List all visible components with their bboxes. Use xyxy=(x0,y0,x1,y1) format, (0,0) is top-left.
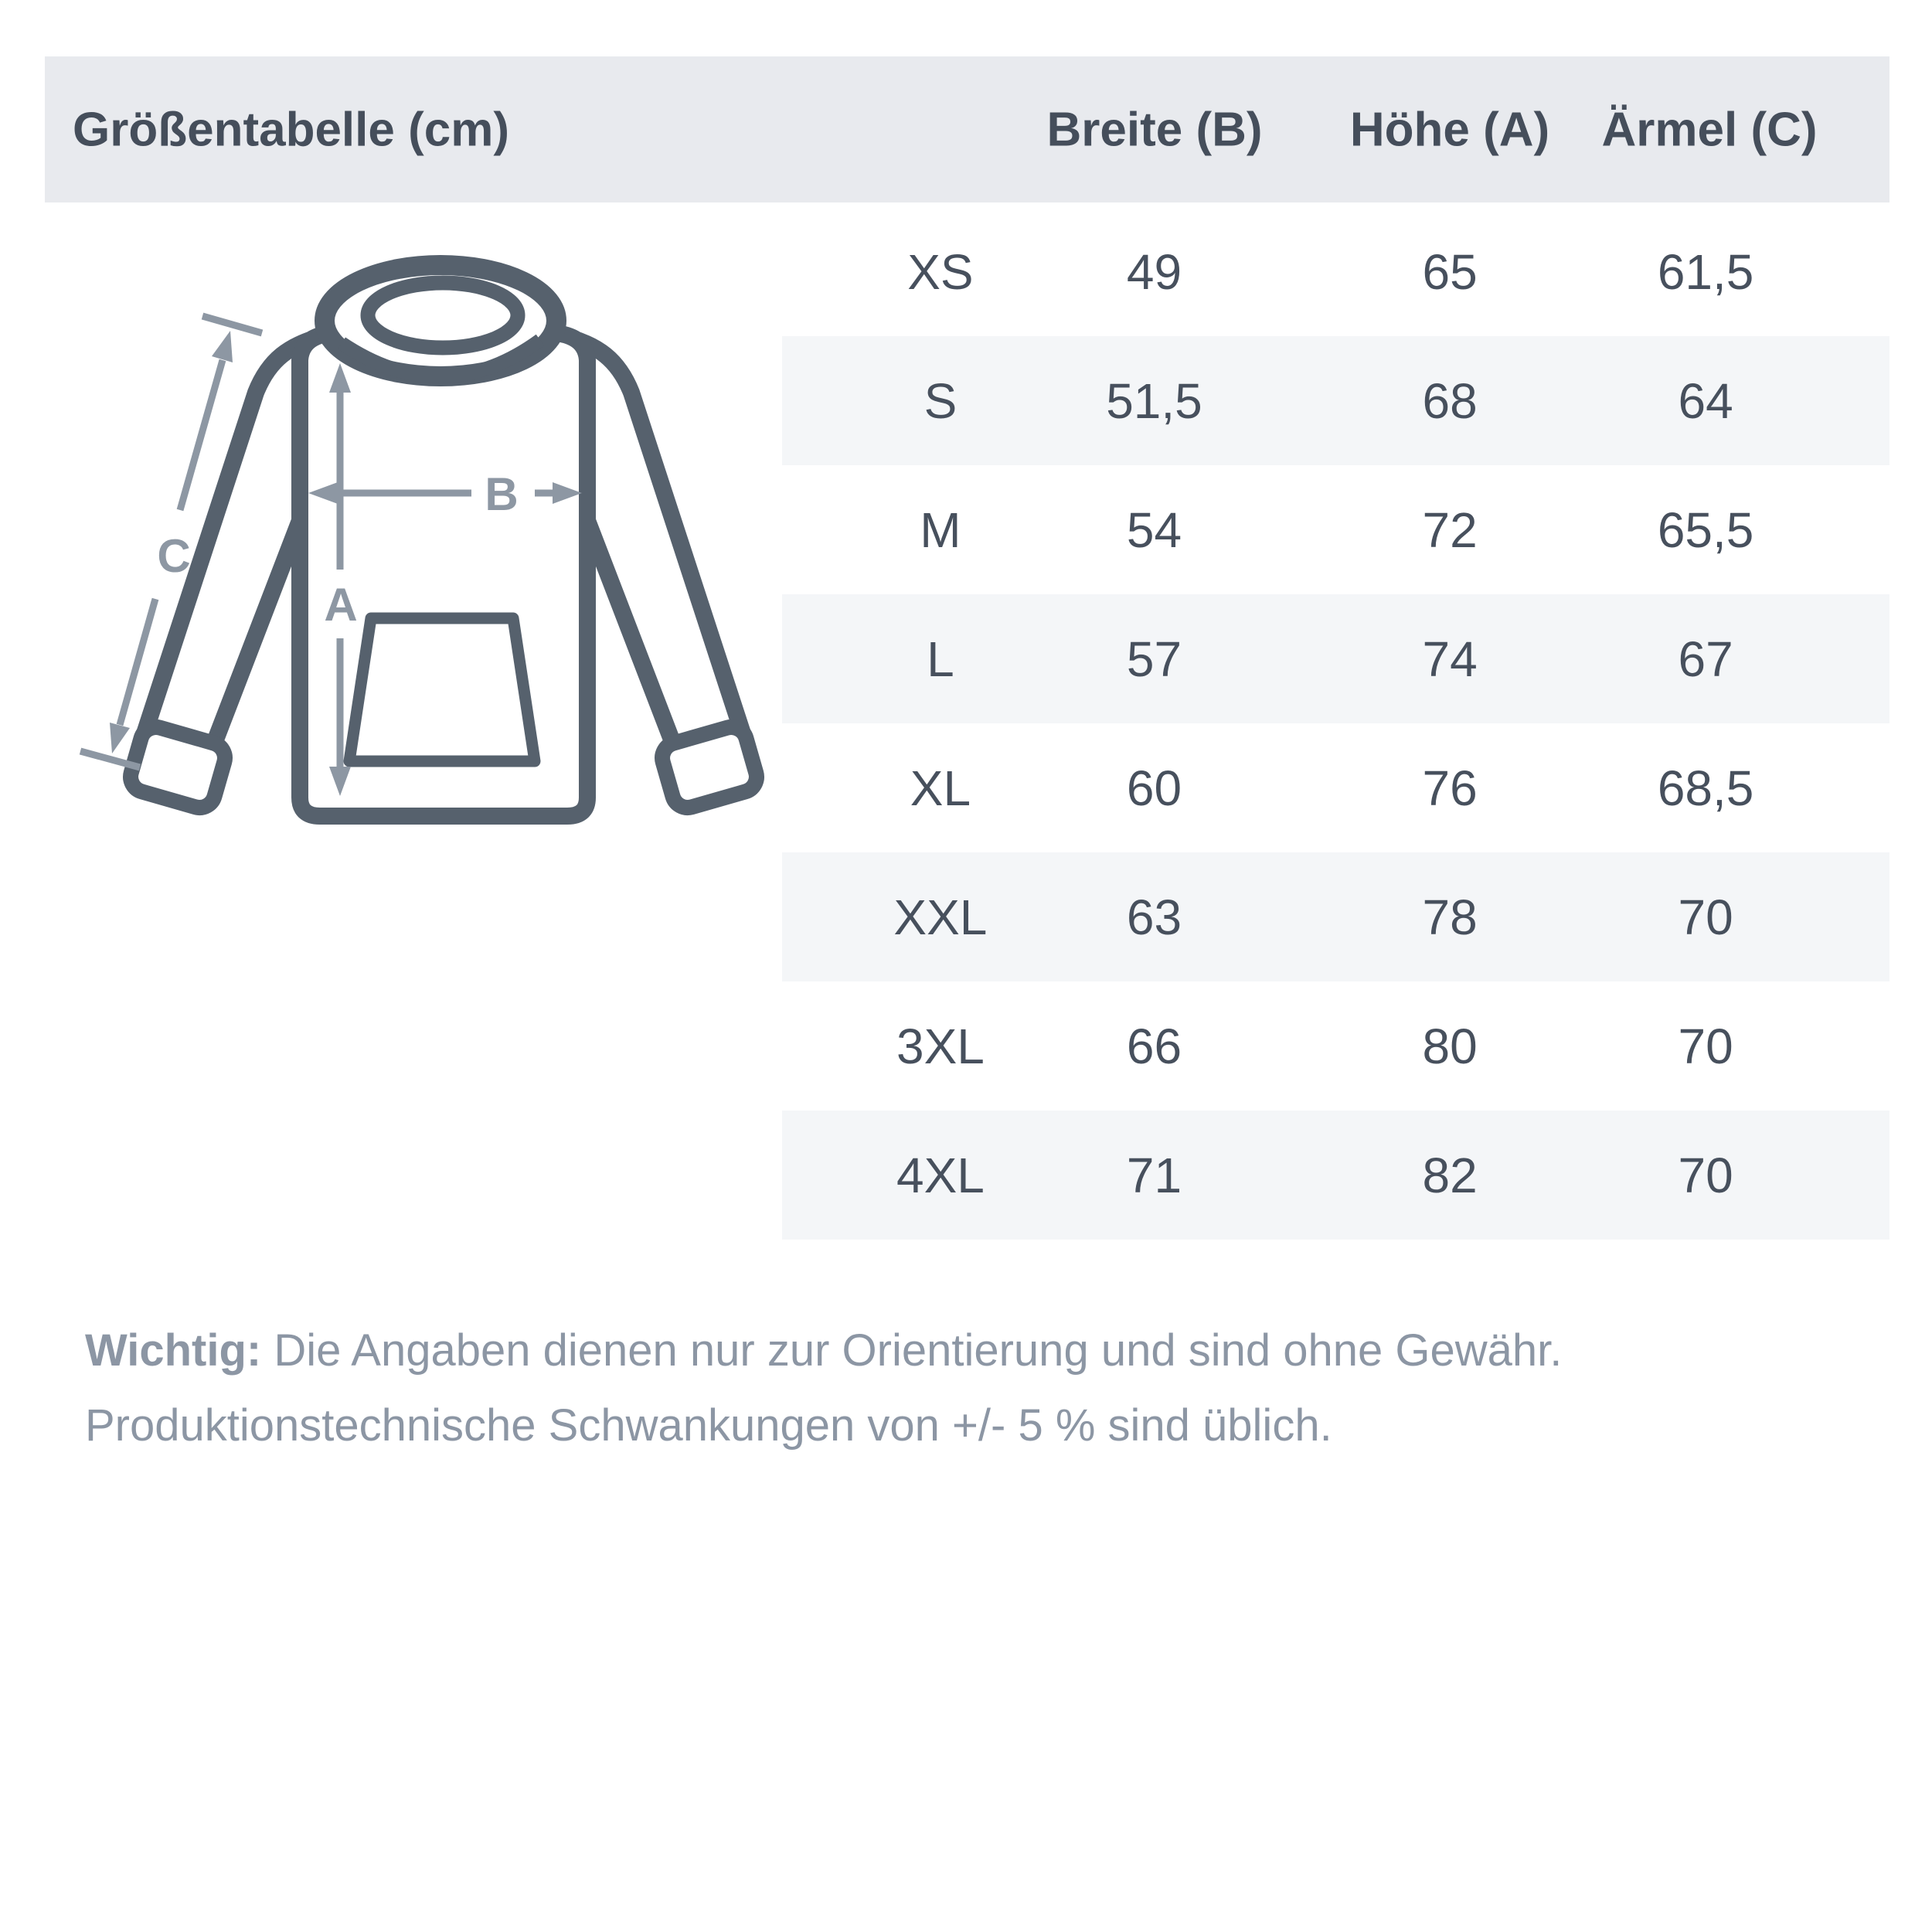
page-title: Größentabelle (cm) xyxy=(73,103,509,156)
cell-breite: 66 xyxy=(1126,1018,1182,1074)
table-row xyxy=(782,852,1889,981)
cell-hoehe: 65 xyxy=(1422,243,1478,300)
table-row xyxy=(782,594,1889,723)
column-header-aermel: Ärmel (C) xyxy=(1601,103,1818,156)
measure-label-b: B xyxy=(485,468,519,520)
cell-aermel: 70 xyxy=(1678,889,1733,945)
cell-hoehe: 74 xyxy=(1422,631,1478,687)
cell-breite: 54 xyxy=(1126,502,1182,558)
column-header-hoehe: Höhe (A) xyxy=(1349,103,1550,156)
cell-aermel: 70 xyxy=(1678,1147,1733,1203)
cell-aermel: 65,5 xyxy=(1657,502,1754,558)
cell-hoehe: 82 xyxy=(1422,1147,1478,1203)
measure-label-a: A xyxy=(324,579,358,631)
measure-label-c: C xyxy=(157,530,191,582)
cell-hoehe: 80 xyxy=(1422,1018,1478,1074)
important-note xyxy=(85,1313,1847,1463)
cell-breite: 51,5 xyxy=(1106,372,1202,429)
cell-breite: 57 xyxy=(1126,631,1182,687)
cell-size: XS xyxy=(907,243,974,300)
table-row xyxy=(782,207,1889,336)
cuff-left xyxy=(127,723,228,811)
cell-hoehe: 78 xyxy=(1422,889,1478,945)
cell-aermel: 70 xyxy=(1678,1018,1733,1074)
column-header-breite: Breite (B) xyxy=(1046,103,1263,156)
cell-hoehe: 76 xyxy=(1422,760,1478,816)
cell-size: L xyxy=(927,631,954,687)
cell-breite: 71 xyxy=(1126,1147,1182,1203)
table-row xyxy=(782,981,1889,1111)
hood-opening xyxy=(368,283,518,348)
cell-size: M xyxy=(920,502,961,558)
cell-size: XL xyxy=(910,760,971,816)
table-row xyxy=(782,336,1889,465)
table-row xyxy=(782,1111,1889,1240)
cell-hoehe: 68 xyxy=(1422,372,1478,429)
table-row xyxy=(782,723,1889,852)
cuff-right xyxy=(658,723,760,811)
cell-hoehe: 72 xyxy=(1422,502,1478,558)
cell-breite: 60 xyxy=(1126,760,1182,816)
table-row xyxy=(782,465,1889,594)
cell-aermel: 64 xyxy=(1678,372,1733,429)
cell-aermel: 61,5 xyxy=(1657,243,1754,300)
cell-aermel: 67 xyxy=(1678,631,1733,687)
cell-aermel: 68,5 xyxy=(1657,760,1754,816)
cell-size: S xyxy=(923,372,957,429)
cell-size: 3XL xyxy=(896,1018,985,1074)
cell-size: 4XL xyxy=(896,1147,985,1203)
cell-breite: 49 xyxy=(1126,243,1182,300)
important-note-line2: Produktionstechnische Schwankungen von +/- 5 % sind üblich. xyxy=(85,1400,1332,1451)
size-table xyxy=(782,207,1889,1240)
important-note-label: Wichtig: xyxy=(85,1325,262,1376)
kangaroo-pocket xyxy=(349,618,535,761)
cell-size: XXL xyxy=(893,889,988,945)
cell-breite: 63 xyxy=(1126,889,1182,945)
important-note-line1: Die Angaben dienen nur zur Orientierung und sind ohne Gewähr. xyxy=(261,1325,1563,1376)
